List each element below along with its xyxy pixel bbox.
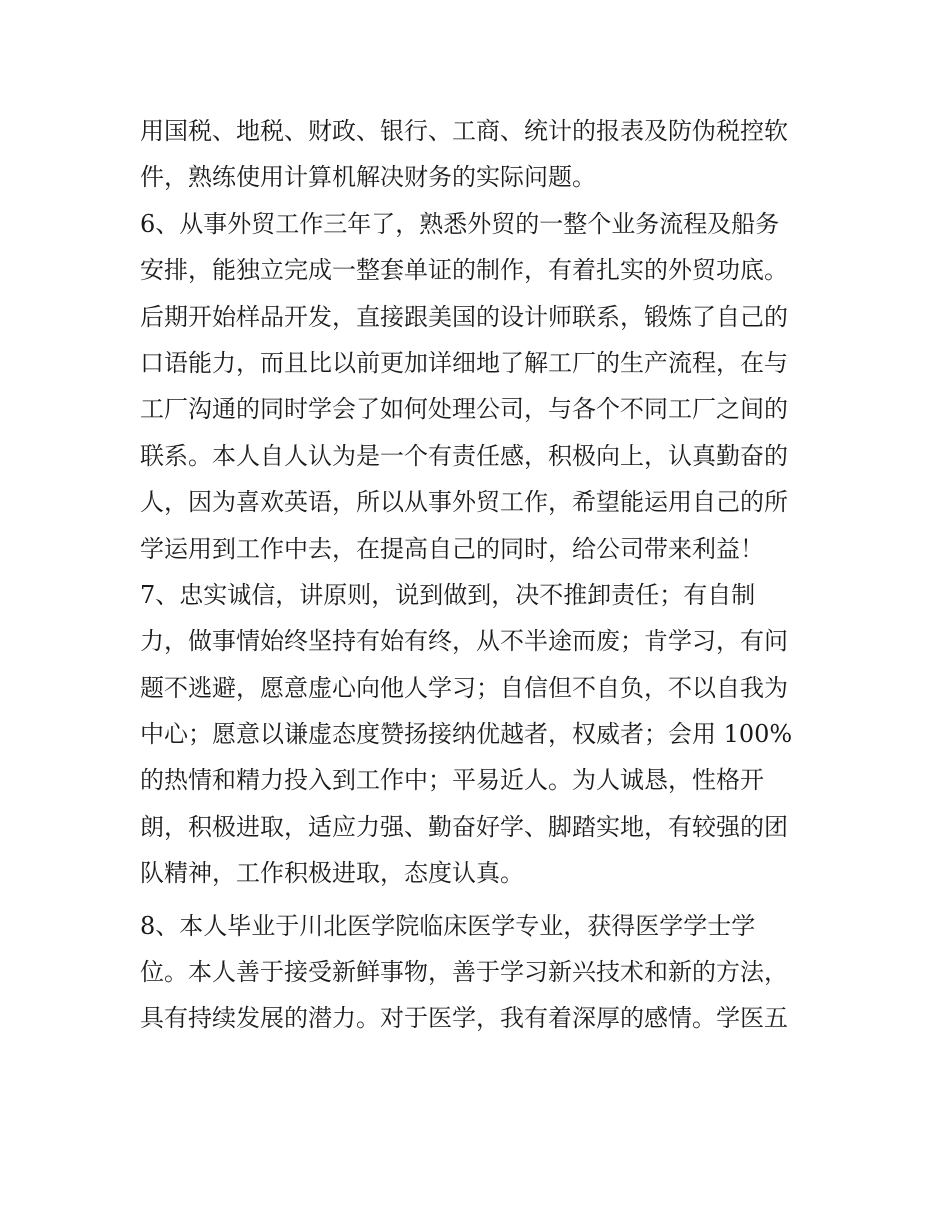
text-line-18: 8、本人毕业于川北医学院临床医学专业，获得医学学士学 (140, 911, 756, 940)
text-line-17: 队精神，工作积极进取，态度认真。 (140, 859, 524, 888)
text-line-5: 后期开始样品开发，直接跟美国的设计师联系，锻炼了自己的 (140, 302, 788, 331)
text-line-20: 具有持续发展的潜力。对于医学，我有着深厚的感情。学医五 (140, 1004, 788, 1033)
text-line-3: 6、从事外贸工作三年了，熟悉外贸的一整个业务流程及船务 (140, 209, 780, 238)
text-line-15: 的热情和精力投入到工作中；平易近人。为人诚恳，性格开 (140, 766, 764, 795)
text-line-7: 工厂沟通的同时学会了如何处理公司，与各个不同工厂之间的 (140, 395, 788, 424)
text-line-1: 用国税、地税、财政、银行、工商、统计的报表及防伪税控软 (140, 117, 788, 145)
text-line-19: 位。本人善于接受新鲜事物，善于学习新兴技术和新的方法， (140, 958, 788, 987)
text-line-12: 力，做事情始终坚持有始有终，从不半途而废；肯学习，有问 (140, 627, 788, 656)
text-line-6: 口语能力，而且比以前更加详细地了解工厂的生产流程，在与 (140, 348, 788, 377)
text-line-11: 7、忠实诚信，讲原则，说到做到，决不推卸责任；有自制 (140, 580, 756, 609)
document-body (140, 108, 820, 1042)
text-line-8: 联系。本人自人认为是一个有责任感，积极向上，认真勤奋的 (140, 441, 788, 470)
text-line-13: 题不逃避，愿意虚心向他人学习；自信但不自负，不以自我为 (140, 673, 788, 702)
text-line-4: 安排，能独立完成一整套单证的制作，有着扎实的外贸功底。 (140, 256, 788, 285)
text-line-16: 朗，积极进取，适应力强、勤奋好学、脚踏实地，有较强的团 (140, 812, 788, 841)
text-line-2: 件，熟练使用计算机解决财务的实际问题。 (140, 163, 596, 192)
text-line-9: 人，因为喜欢英语，所以从事外贸工作，希望能运用自己的所 (140, 488, 788, 517)
text-line-10: 学运用到工作中去，在提高自己的同时，给公司带来利益！ (140, 534, 764, 563)
text-line-14: 中心；愿意以谦虚态度赞扬接纳优越者，权威者；会用 100% (140, 720, 793, 749)
